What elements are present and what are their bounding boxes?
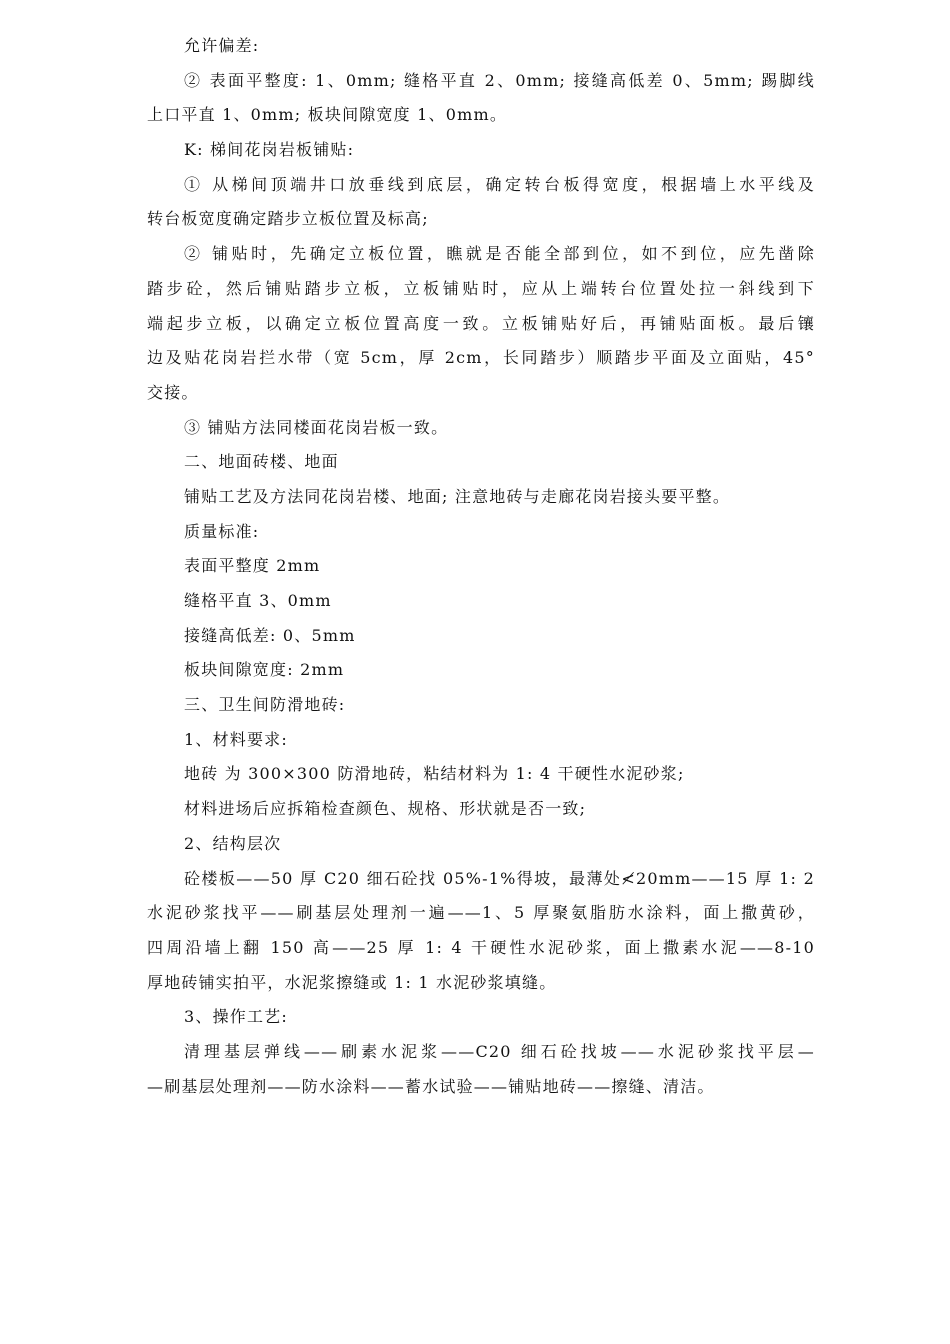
text-line: 板块间隙宽度: 2mm (184, 660, 345, 680)
text-line: 质量标准: (184, 521, 260, 541)
text-line: 边及贴花岗岩拦水带（宽 5cm，厚 2cm，长同踏步）顺踏步平面及立面贴，45° (147, 348, 815, 368)
text-line: 表面平整度 2mm (184, 556, 321, 576)
text-line: 四周沿墙上翻 150 高——25 厚 1: 4 干硬性水泥砂浆，面上撒素水泥——8-10 (147, 937, 815, 957)
text-line: 允许偏差: (184, 36, 260, 55)
text-line: 清理基层弹线——刷素水泥浆——C20 细石砼找坡——水泥砂浆找平层— (184, 1041, 815, 1061)
section-heading: 三、卫生间防滑地砖: (184, 695, 346, 715)
subsection-heading: 2、结构层次 (184, 833, 282, 853)
text-line: 接缝高低差: 0、5mm (184, 625, 356, 645)
text-line: ② 铺贴时，先确定立板位置，瞧就是否能全部到位，如不到位，应先凿除 (184, 244, 815, 264)
text-line: 缝格平直 3、0mm (184, 591, 332, 610)
subsection-heading: 3、操作工艺: (184, 1007, 288, 1027)
text-line: 铺贴工艺及方法同花岗岩楼、地面; 注意地砖与走廊花岗岩接头要平整。 (184, 486, 731, 506)
text-line: ② 表面平整度: 1、0mm; 缝格平直 2、0mm; 接缝高低差 0、5mm; 踢脚线 (184, 70, 815, 90)
text-line: 转台板宽度确定踏步立板位置及标高; (147, 209, 429, 229)
text-line: 厚地砖铺实拍平，水泥浆擦缝或 1: 1 水泥砂浆填缝。 (147, 972, 557, 992)
text-line: 端起步立板，以确定立板位置高度一致。立板铺贴好后，再铺贴面板。最后镶 (147, 313, 815, 333)
text-line: 地砖 为 300×300 防滑地砖，粘结材料为 1: 4 干硬性水泥砂浆; (184, 764, 685, 784)
text-line: 水泥砂浆找平——刷基层处理剂一遍——1、5 厚聚氨脂肪水涂料，面上撒黄砂， (147, 903, 815, 923)
text-line: 交接。 (147, 382, 199, 402)
text-line: ① 从梯间顶端井口放垂线到底层，确定转台板得宽度，根据墙上水平线及 (184, 174, 815, 194)
text-line: K: 梯间花岗岩板铺贴: (184, 140, 355, 160)
text-line: —刷基层处理剂——防水涂料——蓄水试验——铺贴地砖——擦缝、清洁。 (147, 1076, 715, 1096)
text-line: 踏步砼，然后铺贴踏步立板，立板铺贴时，应从上端转台位置处拉一斜线到下 (147, 278, 815, 298)
section-heading: 二、地面砖楼、地面 (184, 452, 339, 472)
document-body (147, 29, 815, 1104)
text-line: 材料进场后应拆箱检查颜色、规格、形状就是否一致; (184, 799, 587, 819)
text-line: ③ 铺贴方法同楼面花岗岩板一致。 (184, 417, 449, 437)
text-line: 砼楼板——50 厚 C20 细石砼找 05%-1%得坡，最薄处≮20mm——15 厚 1: 2 (184, 868, 815, 888)
subsection-heading: 1、材料要求: (184, 729, 288, 749)
text-line: 上口平直 1、0mm; 板块间隙宽度 1、0mm。 (147, 105, 508, 125)
